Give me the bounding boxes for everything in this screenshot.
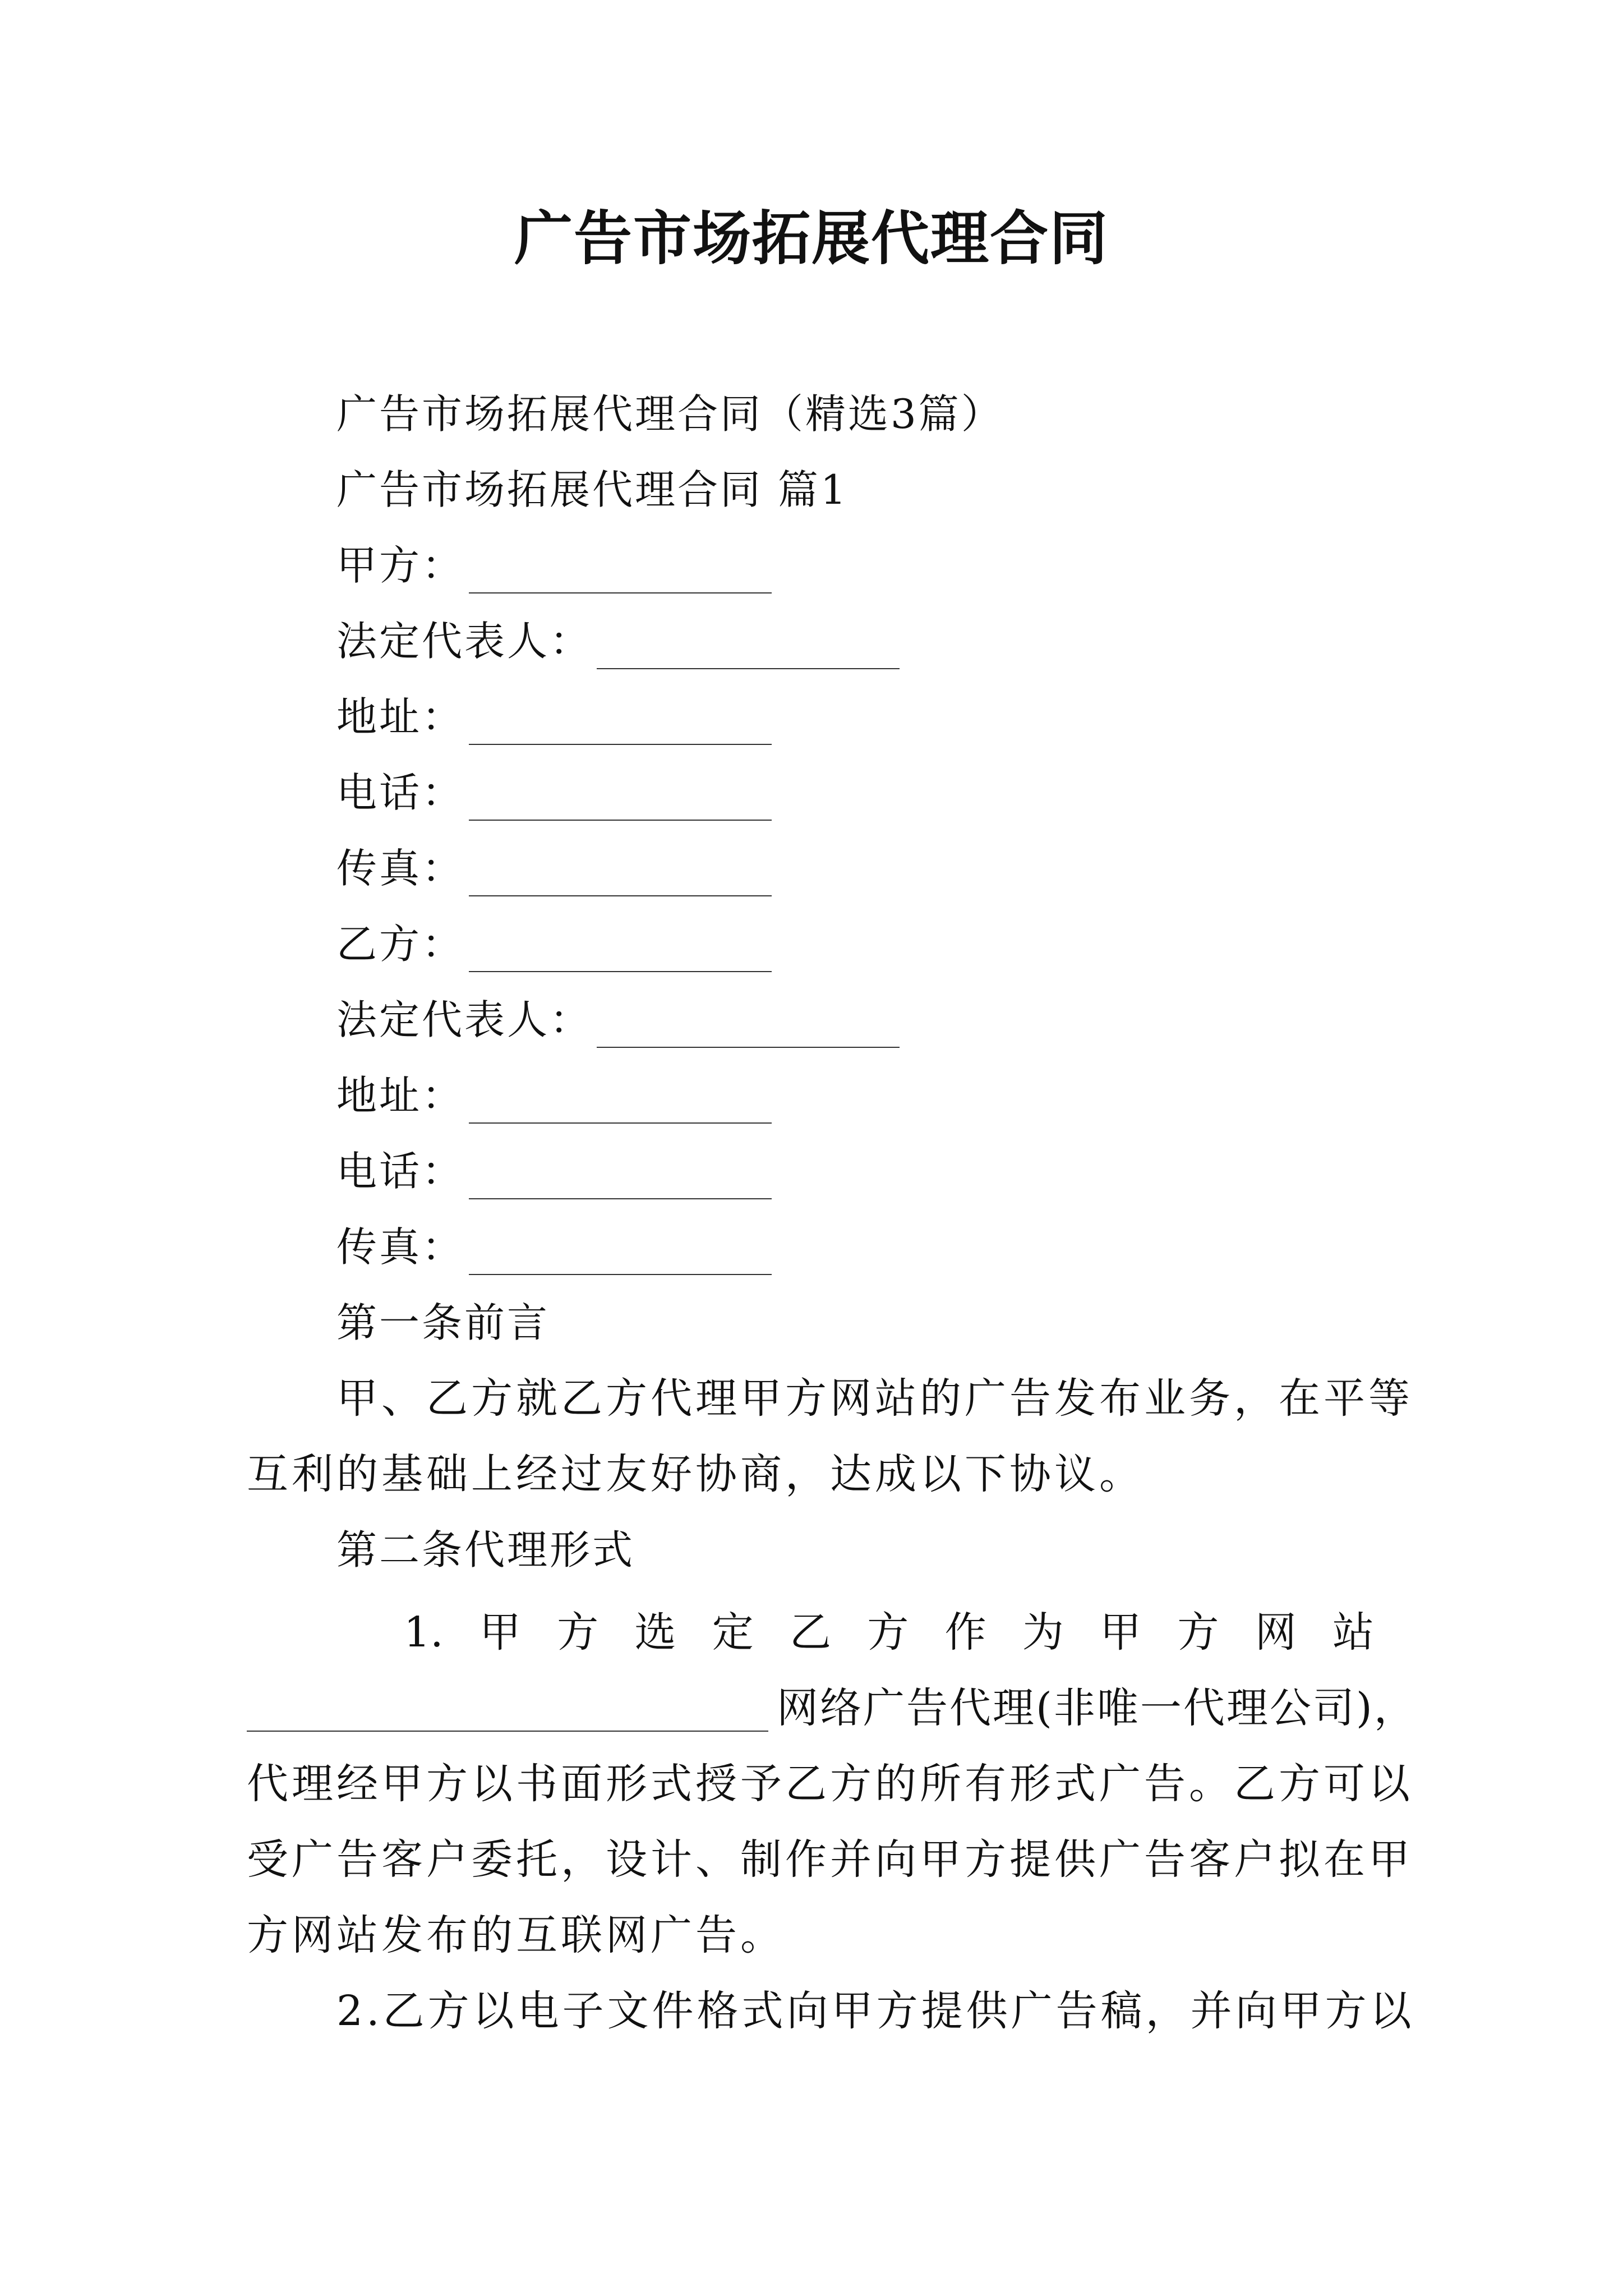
party-b-label: 乙方：	[336, 921, 465, 968]
party-a-address-field	[336, 689, 772, 745]
party-a-phone-blank	[469, 780, 772, 821]
party-b-blank	[469, 932, 772, 972]
clause1-char: 网	[1255, 1608, 1297, 1657]
clause1-char: 方	[867, 1608, 909, 1657]
party-b-fax-blank	[469, 1235, 772, 1275]
party-a-fax-label: 传真：	[336, 845, 465, 892]
clause1-char: 选	[634, 1608, 676, 1657]
section-heading: 广告市场拓展代理合同 篇1	[336, 466, 849, 513]
clause1-char: 定	[712, 1608, 754, 1657]
party-a-phone-field	[336, 765, 772, 821]
party-a-rep-blank	[597, 629, 900, 669]
clause1-line1	[404, 1604, 1374, 1660]
party-a-rep-label: 法定代表人：	[336, 618, 593, 665]
party-b-address-label: 地址：	[336, 1072, 465, 1119]
party-b-fax-field	[336, 1219, 772, 1275]
party-b-phone-blank	[469, 1159, 772, 1199]
clause1-char: 站	[1332, 1608, 1374, 1657]
party-a-address-blank	[469, 705, 772, 745]
party-a-label: 甲方：	[336, 542, 465, 589]
clause1-text-line2: 网络广告代理(非唯一代理公司)，	[777, 1684, 1417, 1732]
party-b-fax-label: 传真：	[336, 1223, 465, 1271]
party-b-field	[336, 916, 772, 972]
document-title: 广告市场拓展代理合同	[514, 204, 1109, 273]
party-b-address-field	[336, 1068, 772, 1124]
clause1-website-blank	[247, 1731, 768, 1732]
party-a-blank	[469, 553, 772, 593]
clause1-text-line3: 代理经甲方以书面形式授予乙方的所有形式广告。乙方可以	[247, 1760, 1413, 1808]
party-a-address-label: 地址：	[336, 693, 465, 740]
party-b-rep-label: 法定代表人：	[336, 996, 593, 1043]
party-b-address-blank	[469, 1083, 772, 1124]
article2-heading: 第二条代理形式	[336, 1526, 635, 1573]
article1-heading: 第一条前言	[336, 1299, 550, 1346]
party-a-field	[336, 537, 772, 593]
party-b-phone-label: 电话：	[336, 1148, 465, 1195]
party-a-fax-field	[336, 840, 772, 896]
clause1-char: 甲	[479, 1608, 521, 1657]
clause1-char: 1.	[404, 1608, 444, 1657]
clause1-char: 乙	[790, 1608, 832, 1657]
document-subtitle: 广告市场拓展代理合同（精选3篇）	[336, 390, 1004, 438]
clause1-text-line5: 方网站发布的互联网广告。	[247, 1911, 785, 1959]
party-a-rep-field	[336, 613, 900, 669]
party-b-rep-blank	[597, 1007, 900, 1048]
article1-text-line2: 互利的基础上经过友好协商，达成以下协议。	[247, 1450, 1144, 1498]
party-b-rep-field	[336, 992, 900, 1048]
clause2-text-line1: 2.乙方以电子文件格式向甲方提供广告稿，并向甲方以	[336, 1987, 1415, 2035]
clause1-char: 方	[1177, 1608, 1219, 1657]
clause1-char: 为	[1022, 1608, 1064, 1657]
clause1-char: 方	[557, 1608, 599, 1657]
article1-text-line1: 甲、乙方就乙方代理甲方网站的广告发布业务，在平等	[336, 1374, 1413, 1423]
clause1-text-line4: 受广告客户委托，设计、制作并向甲方提供广告客户拟在甲	[247, 1835, 1413, 1884]
clause1-char: 作	[944, 1608, 986, 1657]
party-b-phone-field	[336, 1143, 772, 1199]
party-a-phone-label: 电话：	[336, 769, 465, 816]
party-a-fax-blank	[469, 856, 772, 896]
clause1-char: 甲	[1100, 1608, 1142, 1657]
